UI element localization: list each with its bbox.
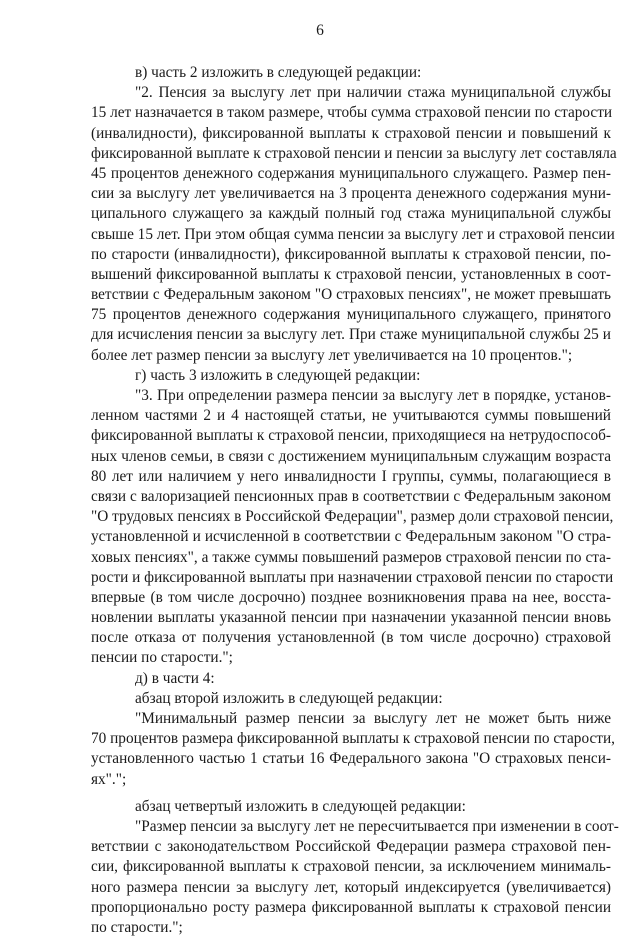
text-line: установленной и исчисленной в соответствии с Федеральным законом "О стра- (91, 528, 611, 546)
text-line: установленного частью 1 статьи 16 Федерального закона "О страховых пенси- (91, 750, 611, 768)
text-line: фиксированной выплате к страховой пенсии и пенсии за выслугу лет составляла (91, 144, 617, 162)
text-line: в) часть 2 изложить в следующей редакции: (135, 64, 422, 81)
text-line: 80 лет или наличием у него инвалидности I группы, суммы, полагающиеся в (91, 467, 611, 485)
text-line: свыше 15 лет. При этом общая сумма пенсии за выслугу лет и страховой пенсии (91, 225, 615, 243)
text-line: для исчисления пенсии за выслугу лет. При стаже муниципальной службы 25 и (91, 326, 611, 344)
text-line: впервые (в том числе досрочно) позднее возникновения права на нее, восста- (91, 588, 611, 606)
text-line: пенсии по старости."; (91, 649, 233, 667)
text-line: ветствии с Федеральным законом "О страховых пенсиях", не может превышать (91, 286, 611, 304)
text-line: рости и фиксированной выплаты при назначении страховой пенсии по старости (91, 568, 614, 586)
text-line: более лет размер пенсии за выслугу лет увеличивается на 10 процентов."; (91, 346, 573, 364)
paragraph-gap (91, 790, 611, 797)
text-line: по старости (инвалидности), фиксированной выплаты к страховой пенсии, по- (91, 245, 611, 263)
text-line: ленном частями 2 и 4 настоящей статьи, не учитываются суммы повышений (91, 407, 611, 425)
text-line: "О трудовых пенсиях в Российской Федерации", размер доли страховой пенсии, (91, 508, 614, 526)
text-line: "Размер пенсии за выслугу лет не пересчитывается при изменении в соот- (135, 817, 619, 835)
text-line: вышений фиксированной выплаты к страховой пенсии, установленных в соот- (91, 265, 611, 283)
text-line: (инвалидности), фиксированной выплаты к страховой пенсии и повышений к (91, 124, 611, 142)
text-line: новлении выплаты указанной пенсии при назначении указанной пенсии вновь (91, 609, 611, 627)
text-line: 75 процентов денежного содержания муниципального служащего, принятого (91, 306, 611, 324)
text-line: 45 процентов денежного содержания муниципального служащего. Размер пен- (91, 164, 611, 182)
text-line: абзац второй изложить в следующей редакции: (135, 689, 443, 707)
text-line: 15 лет назначается в таком размере, чтобы сумма страховой пенсии по старости (91, 104, 613, 122)
text-line: пропорционально росту размера фиксированной выплаты к страховой пенсии (91, 898, 611, 916)
text-line: сии за выслугу лет увеличивается на 3 процента денежного содержания муни- (91, 185, 611, 203)
text-line: связи с валоризацией пенсионных прав в соответствии с Федеральным законом (91, 487, 611, 505)
text-line: "3. При определении размера пенсии за выслугу лет в порядке, установ- (135, 387, 611, 404)
text-line: ных членов семьи, в связи с достижением муниципальным служащим возраста (91, 447, 611, 465)
text-line: фиксированной выплаты к страховой пенсии, приходящиеся на нетрудоспособ- (91, 427, 611, 445)
text-line: ях"."; (91, 770, 127, 788)
text-line: ховых пенсиях", а также суммы повышений размеров страховой пенсии по ста- (91, 548, 611, 566)
text-line: после отказа от получения установленной (в том числе досрочно) страховой (91, 629, 611, 647)
text-line: по старости."; (91, 918, 183, 936)
text-line: 70 процентов размера фиксированной выплаты к страховой пенсии по старости, (91, 730, 615, 748)
document-body (91, 63, 619, 938)
text-line: "2. Пенсия за выслугу лет при наличии стажа муниципальной службы (135, 84, 611, 102)
text-line: ципального служащего за каждый полный год стажа муниципальной службы (91, 205, 611, 223)
text-line: "Минимальный размер пенсии за выслугу лет не может быть ниже (135, 710, 611, 727)
text-line: ветствии с законодательством Российской Федерации размера страховой пен- (91, 838, 611, 856)
page-number: 6 (316, 22, 324, 39)
text-line: ного размера пенсии за выслугу лет, который индексируется (увеличивается) (91, 878, 611, 896)
text-line: г) часть 3 изложить в следующей редакции: (135, 366, 421, 384)
text-line: д) в части 4: (135, 669, 215, 687)
text-line: сии, фиксированной выплаты к страховой пенсии, за исключением минималь- (91, 858, 611, 876)
text-line: абзац четвертый изложить в следующей редакции: (135, 797, 466, 815)
